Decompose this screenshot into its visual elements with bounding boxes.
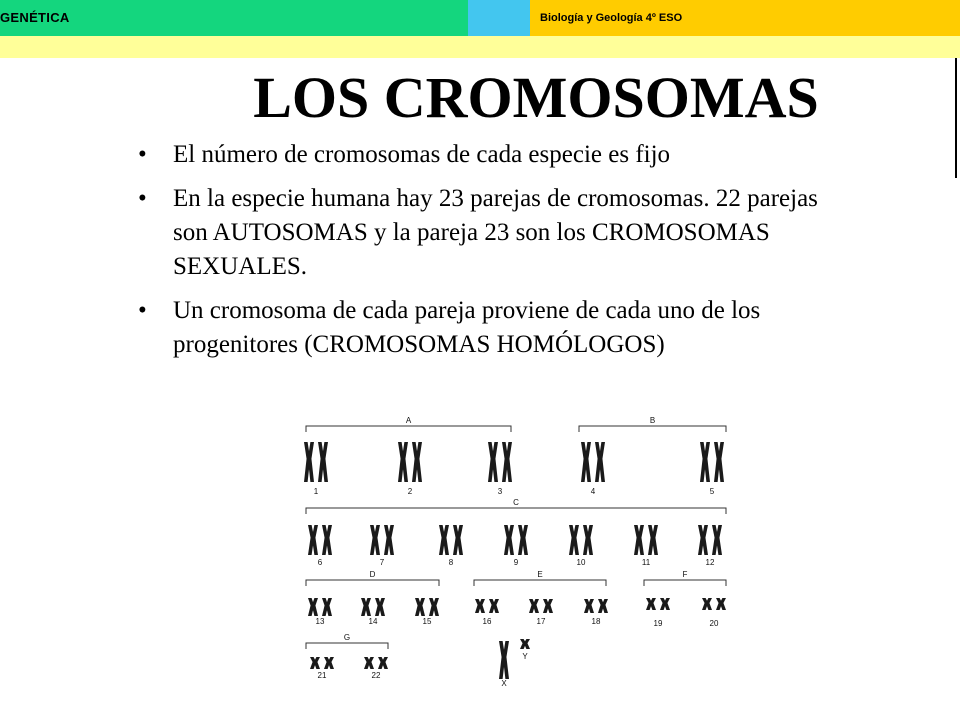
chromatid (443, 525, 449, 555)
chromatid (664, 598, 670, 610)
chromatid (388, 525, 394, 555)
chromatid (328, 657, 334, 669)
x-chromosome (499, 641, 509, 679)
group-label: C (513, 498, 519, 507)
chromosome-number: 17 (536, 617, 546, 626)
chromosome (646, 598, 656, 610)
chromosome (489, 599, 499, 613)
chromosome (375, 598, 385, 616)
chromatid (382, 657, 388, 669)
group-f-bracket (644, 580, 726, 586)
chromatid (379, 598, 385, 616)
chromosome-number: 10 (576, 558, 586, 567)
chromatid (524, 639, 530, 649)
chromatid (573, 525, 579, 555)
bullet-dot-icon: • (138, 297, 147, 324)
chromatid (650, 598, 656, 610)
chromosome (598, 599, 608, 613)
chromosome (648, 525, 658, 555)
chromosome (361, 598, 371, 616)
chromosome-number: 11 (641, 558, 651, 567)
chromatid (416, 442, 422, 482)
chromosome (716, 598, 726, 610)
chromatid (433, 598, 439, 616)
chromosome (698, 525, 708, 555)
chromosome (322, 598, 332, 616)
chromosome-number: 20 (709, 619, 719, 628)
chromatid (368, 657, 374, 669)
group-a-bracket (306, 426, 511, 432)
chromatid (457, 525, 463, 555)
chromosome (308, 598, 318, 616)
chromatid (374, 525, 380, 555)
chromosome (702, 598, 712, 610)
chromosome (304, 442, 314, 482)
chromatid (326, 598, 332, 616)
chromosome-number: 15 (422, 617, 432, 626)
chromosome (595, 442, 605, 482)
course-label: Biología y Geología 4º ESO (540, 12, 683, 24)
header-green-segment (0, 0, 468, 36)
chromosome (370, 525, 380, 555)
chromatid (365, 598, 371, 616)
chromosome-number: 3 (497, 487, 503, 496)
section-label: GENÉTICA (0, 10, 70, 25)
chromosome (660, 598, 670, 610)
chromosome (700, 442, 710, 482)
chromosome-number: 22 (371, 671, 381, 680)
chromatid (716, 525, 722, 555)
chromosome (364, 657, 374, 669)
chromosome (634, 525, 644, 555)
chromosome-number: 5 (709, 487, 715, 496)
chromosome (581, 442, 591, 482)
group-b-bracket (579, 426, 726, 432)
chromosome (384, 525, 394, 555)
chromosome-number: 2 (407, 487, 413, 496)
bullet-item (138, 182, 858, 284)
chromatid (704, 442, 710, 482)
chromosome-number: 13 (315, 617, 325, 626)
group-g-bracket (306, 643, 388, 649)
chromatid (599, 442, 605, 482)
group-label: E (537, 570, 543, 579)
bullet-item (138, 294, 858, 362)
chromatid (522, 525, 528, 555)
chromosome-number: 12 (705, 558, 715, 567)
chromosome-number: 14 (368, 617, 378, 626)
chromosome (504, 525, 514, 555)
chromosome-number: 18 (591, 617, 601, 626)
chromatid (314, 657, 320, 669)
karyotype-figure (296, 410, 746, 700)
chromosome-number: 7 (379, 558, 385, 567)
chromatid (419, 598, 425, 616)
chromosome-number: 6 (317, 558, 323, 567)
chromatid (479, 599, 485, 613)
chromatid (506, 442, 512, 482)
chromosome (584, 599, 594, 613)
chromosome-number: 1 (313, 487, 319, 496)
chromosome (308, 525, 318, 555)
chromosome (583, 525, 593, 555)
chromosome (714, 442, 724, 482)
group-label: D (369, 570, 376, 579)
chromosome (439, 525, 449, 555)
chromosome-number: 9 (513, 558, 519, 567)
chromatid (308, 442, 314, 482)
chromosome (569, 525, 579, 555)
header-bar (0, 0, 960, 36)
chromosome (518, 525, 528, 555)
group-label: A (405, 416, 412, 425)
group-e-bracket (474, 580, 606, 586)
chromatid (402, 442, 408, 482)
chromosome-number: 8 (448, 558, 454, 567)
chromatid (587, 525, 593, 555)
chromosome (529, 599, 539, 613)
chromatid (652, 525, 658, 555)
chromatid (322, 442, 328, 482)
chromatid (706, 598, 712, 610)
y-label: Y (522, 652, 528, 661)
bullet-dot-icon: • (138, 141, 147, 168)
group-label: F (682, 570, 688, 579)
bullet-text: Un cromosoma de cada pareja proviene de cada uno de los progenitores (CROMOSOMAS HOMÓLOGOS) (173, 297, 761, 358)
chromosome (378, 657, 388, 669)
chromatid (588, 599, 594, 613)
y-chromosome (520, 639, 530, 649)
chromatid (638, 525, 644, 555)
chromosome (429, 598, 439, 616)
chromatid (702, 525, 708, 555)
page-title: LOS CROMOSOMAS (253, 65, 819, 130)
chromatid (503, 641, 509, 679)
chromosome (488, 442, 498, 482)
chromatid (493, 599, 499, 613)
bullet-list (138, 138, 858, 372)
header-cyan-segment (468, 0, 530, 36)
chromatid (508, 525, 514, 555)
chromatid (602, 599, 608, 613)
bullet-text: El número de cromosomas de cada especie es fijo (173, 141, 671, 168)
chromosome-number: 19 (653, 619, 663, 628)
chromosome (415, 598, 425, 616)
chromosome (324, 657, 334, 669)
chromosome-number: 4 (590, 487, 596, 496)
chromatid (720, 598, 726, 610)
group-d-bracket (306, 580, 439, 586)
chromosome (712, 525, 722, 555)
bullet-text: En la especie humana hay 23 parejas de cromosomas. 22 parejas son AUTOSOMAS y la pareja 23 son los CROMOSOMAS SEXUALES. (173, 185, 818, 280)
chromatid (492, 442, 498, 482)
chromosome-number: 21 (317, 671, 327, 680)
group-label: B (649, 416, 656, 425)
bullet-dot-icon: • (138, 185, 147, 212)
chromatid (547, 599, 553, 613)
x-label: X (501, 679, 507, 688)
chromosome (475, 599, 485, 613)
group-label: G (343, 633, 351, 642)
chromatid (312, 525, 318, 555)
chromatid (326, 525, 332, 555)
chromosome (543, 599, 553, 613)
chromosome (453, 525, 463, 555)
chromosome (322, 525, 332, 555)
chromosome (412, 442, 422, 482)
bullet-item (138, 138, 858, 172)
chromosome (310, 657, 320, 669)
chromatid (585, 442, 591, 482)
chromosome (318, 442, 328, 482)
chromatid (312, 598, 318, 616)
chromatid (718, 442, 724, 482)
group-c-bracket (306, 508, 726, 514)
chromosome (502, 442, 512, 482)
subheader-band (0, 36, 960, 58)
chromosome (398, 442, 408, 482)
chromatid (533, 599, 539, 613)
chromosome-number: 16 (482, 617, 492, 626)
